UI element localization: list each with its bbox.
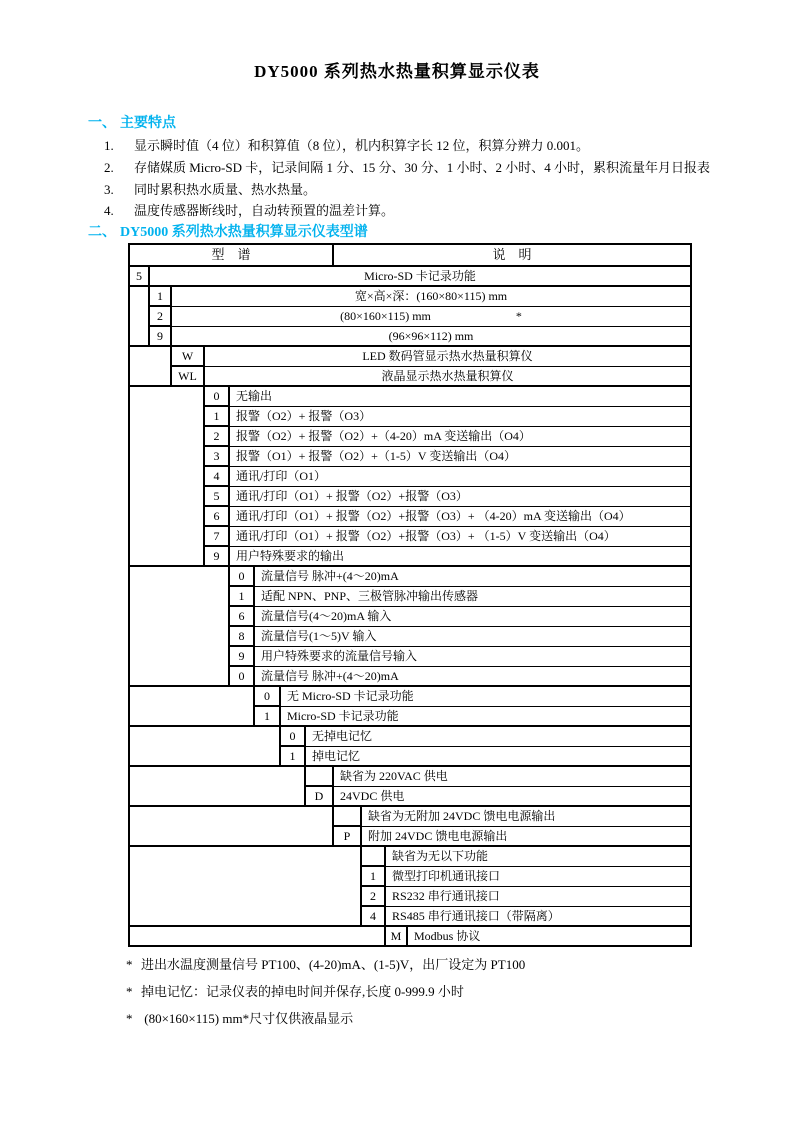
footnote-text: (80×160×115) mm*尺寸仅供液晶显示	[141, 1011, 354, 1026]
model-desc-text: 缺省为无以下功能	[392, 849, 489, 864]
section-heading-text: 主要特点	[120, 116, 176, 131]
feature-item-number: 2.	[104, 159, 114, 175]
model-code-cell: W	[171, 346, 204, 366]
model-desc-cell	[305, 726, 691, 746]
model-desc-text: 通讯/打印（O1）+ 报警（O2）+报警（O3）+ （1-5）V 变送输出（O4）	[236, 529, 616, 543]
model-code-cell	[305, 766, 333, 786]
feature-item-text: 存储媒质 Micro-SD 卡，记录间隔 1 分、15 分、30 分、1 小时、2 小时、4 小时，累积流量年月日报表	[134, 159, 710, 175]
model-code-cell: 2	[149, 306, 171, 326]
model-desc-cell	[204, 346, 691, 366]
table-header-row	[129, 244, 691, 266]
model-desc-text: 用户特殊要求的输出	[236, 548, 345, 563]
table-row	[129, 306, 691, 326]
model-code-cell: WL	[171, 366, 204, 386]
model-code-cell: 6	[204, 506, 229, 526]
spacer-cell	[129, 386, 204, 566]
feature-item-number: 3.	[104, 181, 114, 197]
table-row	[129, 426, 691, 446]
model-code-cell: 7	[204, 526, 229, 546]
page-title: DY5000 系列热水热量积算显示仪表	[254, 62, 540, 81]
section-number: 二、	[88, 225, 116, 240]
table-row	[129, 546, 691, 566]
model-desc-cell	[229, 386, 691, 406]
model-desc-text: 缺省为 220VAC 供电	[340, 769, 448, 784]
model-desc-text: (80×160×115) mm	[340, 309, 431, 323]
spacer-cell	[129, 926, 385, 946]
model-desc-text: 通讯/打印（O1）+ 报警（O2）+报警（O3）+ （4-20）mA 变送输出（O4）	[236, 509, 631, 523]
model-code-cell: 5	[204, 486, 229, 506]
model-code-cell: 4	[204, 466, 229, 486]
model-desc-text: 流量信号 脉冲+(4～20)mA	[261, 668, 399, 683]
model-desc-cell	[280, 706, 691, 726]
table-row	[129, 686, 691, 706]
table-row	[129, 446, 691, 466]
spacer-cell	[129, 726, 280, 766]
footnote-item	[126, 978, 525, 1005]
model-desc-cell	[171, 286, 691, 306]
section-heading-text: DY5000 系列热水热量积算显示仪表型谱	[120, 225, 368, 240]
feature-item-number: 4.	[104, 203, 114, 219]
model-desc-cell	[171, 326, 691, 346]
model-desc-cell	[229, 466, 691, 486]
model-desc-text: 用户特殊要求的流量信号输入	[261, 649, 418, 663]
model-desc-cell	[149, 266, 691, 286]
footnote-star-marker: *	[126, 1011, 133, 1026]
model-desc-cell	[171, 306, 691, 326]
table-row	[129, 526, 691, 546]
model-code-cell: M	[385, 926, 407, 946]
table-row	[129, 726, 691, 746]
model-desc-cell	[204, 366, 691, 386]
spacer-cell	[129, 846, 361, 926]
model-desc-cell	[229, 406, 691, 426]
model-desc-cell	[254, 566, 691, 586]
footnote-star-marker: *	[126, 984, 133, 999]
model-code-cell: 8	[229, 626, 254, 646]
model-desc-cell	[229, 506, 691, 526]
table-row	[129, 266, 691, 286]
table-row	[129, 846, 691, 866]
table-row	[129, 926, 691, 946]
model-code-cell: 1	[280, 746, 305, 766]
table-row	[129, 386, 691, 406]
section-heading-features	[88, 112, 176, 132]
model-code-cell: 0	[280, 726, 305, 746]
model-desc-cell	[361, 826, 691, 846]
footnote-item	[126, 951, 525, 978]
feature-item-number: 1.	[104, 138, 114, 153]
model-desc-text: 流量信号 脉冲+(4～20)mA	[261, 569, 399, 584]
model-desc-cell	[254, 646, 691, 666]
model-code-cell: 0	[254, 686, 280, 706]
model-desc-text: 宽×高×深：(160×80×115) mm	[354, 289, 508, 304]
table-row	[129, 346, 691, 366]
model-table-body	[129, 244, 691, 946]
model-desc-cell	[254, 666, 691, 686]
model-spectrum-table	[128, 243, 692, 947]
model-desc-cell	[407, 926, 691, 946]
model-code-cell: 5	[129, 266, 149, 286]
model-desc-cell	[229, 526, 691, 546]
feature-item	[104, 200, 710, 222]
spacer-cell	[129, 286, 149, 346]
model-desc-cell	[305, 746, 691, 766]
model-desc-cell	[361, 806, 691, 826]
model-desc-cell	[229, 546, 691, 566]
table-row	[129, 766, 691, 786]
feature-item-text: 温度传感器断线时，自动转预置的温差计算。	[134, 203, 395, 219]
footnote-item	[126, 1005, 525, 1032]
footnote-text: 掉电记忆：记录仪表的掉电时间并保存,长度 0-999.9 小时	[141, 984, 464, 999]
model-code-cell	[361, 846, 385, 866]
model-desc-cell	[254, 626, 691, 646]
model-code-cell: 9	[229, 646, 254, 666]
model-code-cell: 2	[204, 426, 229, 446]
header-model-spectrum: 型 谱	[129, 244, 333, 266]
footnote-list	[126, 951, 525, 1032]
model-desc-text: 流量信号(1～5)V 输入	[261, 629, 377, 643]
table-row	[129, 486, 691, 506]
model-desc-cell	[333, 766, 691, 786]
model-code-cell: 4	[361, 906, 385, 926]
table-row	[129, 406, 691, 426]
model-spectrum-table-wrapper	[128, 243, 692, 947]
model-desc-cell	[385, 846, 691, 866]
section-heading-spectrum	[88, 221, 368, 241]
model-desc-text: Micro-SD 卡记录功能	[364, 269, 476, 283]
model-desc-text: 报警（O1）+ 报警（O2）+（1-5）V 变送输出（O4）	[236, 449, 516, 463]
model-code-cell: 1	[149, 286, 171, 306]
model-desc-text: RS485 串行通讯接口（带隔离）	[392, 908, 560, 923]
model-code-cell: 9	[204, 546, 229, 566]
feature-item	[104, 157, 710, 179]
model-code-cell: 0	[204, 386, 229, 406]
model-desc-text: 24VDC 供电	[340, 788, 405, 803]
model-code-cell: D	[305, 786, 333, 806]
model-desc-text: 通讯/打印（O1）+ 报警（O2）+报警（O3）	[236, 489, 468, 503]
model-desc-cell	[385, 886, 691, 906]
model-code-cell: 3	[204, 446, 229, 466]
model-desc-cell	[333, 786, 691, 806]
model-desc-text: 液晶显示热水热量积算仪	[381, 368, 514, 383]
model-desc-cell	[280, 686, 691, 706]
model-desc-text: 缺省为无附加 24VDC 馈电电源输出	[368, 809, 556, 824]
table-row	[129, 366, 691, 386]
model-desc-text: 流量信号(4～20)mA 输入	[261, 609, 392, 623]
model-code-cell: 1	[361, 866, 385, 886]
table-row	[129, 466, 691, 486]
model-desc-text: 附加 24VDC 馈电电源输出	[368, 828, 508, 843]
model-desc-text: 无输出	[236, 389, 273, 404]
model-desc-text: Micro-SD 卡记录功能	[287, 708, 399, 723]
footnote-text: 进出水温度测量信号 PT100、(4-20)mA、(1-5)V，出厂设定为 PT100	[141, 957, 526, 972]
model-desc-cell	[254, 606, 691, 626]
model-code-cell: 0	[229, 566, 254, 586]
table-row	[129, 566, 691, 586]
model-code-cell: 1	[204, 406, 229, 426]
feature-list	[104, 135, 710, 222]
spacer-cell	[129, 566, 229, 686]
model-desc-text: 无掉电记忆	[312, 729, 373, 744]
header-description: 说 明	[333, 244, 691, 266]
model-code-cell: 6	[229, 606, 254, 626]
model-code-cell: 1	[254, 706, 280, 726]
feature-item-text: 同时累积热水质量、热水热量。	[134, 181, 317, 197]
spacer-cell	[129, 686, 254, 726]
model-desc-cell	[229, 486, 691, 506]
model-desc-text: Modbus 协议	[414, 929, 481, 943]
model-desc-text: (96×96×112) mm	[388, 328, 474, 343]
feature-item-text: 显示瞬时值（4 位）和积算值（8 位），机内积算字长 12 位，积算分辨力 0.001。	[134, 138, 590, 153]
model-desc-cell	[385, 906, 691, 926]
table-row	[129, 806, 691, 826]
model-code-cell	[333, 806, 361, 826]
footnote-star-marker: *	[126, 957, 133, 972]
feature-item	[104, 179, 710, 201]
model-desc-text: LED 数码管显示热水热量积算仪	[362, 349, 533, 364]
model-code-cell: 9	[149, 326, 171, 346]
model-desc-text: 掉电记忆	[312, 748, 361, 763]
model-desc-cell	[385, 866, 691, 886]
model-desc-text: 适配 NPN、PNP、三极管脉冲输出传感器	[261, 589, 479, 603]
model-code-cell: P	[333, 826, 361, 846]
size-note-star: *	[515, 309, 522, 323]
table-row	[129, 326, 691, 346]
model-desc-text: 无 Micro-SD 卡记录功能	[287, 689, 414, 704]
section-number: 一、	[88, 116, 116, 131]
model-code-cell: 1	[229, 586, 254, 606]
table-row	[129, 286, 691, 306]
spacer-cell	[129, 346, 171, 386]
spacer-cell	[129, 766, 305, 806]
model-code-cell: 0	[229, 666, 254, 686]
model-desc-text: 报警（O2）+ 报警（O3）	[236, 409, 372, 423]
feature-item	[104, 135, 710, 157]
model-desc-text: 微型打印机通讯接口	[392, 869, 501, 883]
model-desc-cell	[229, 446, 691, 466]
model-desc-cell	[229, 426, 691, 446]
model-desc-text: RS232 串行通讯接口	[392, 889, 500, 903]
model-desc-text: 报警（O2）+ 报警（O2）+（4-20）mA 变送输出（O4）	[236, 429, 531, 443]
model-desc-text: 通讯/打印（O1）	[236, 469, 327, 483]
model-desc-cell	[254, 586, 691, 606]
table-row	[129, 506, 691, 526]
spacer-cell	[129, 806, 333, 846]
model-code-cell: 2	[361, 886, 385, 906]
